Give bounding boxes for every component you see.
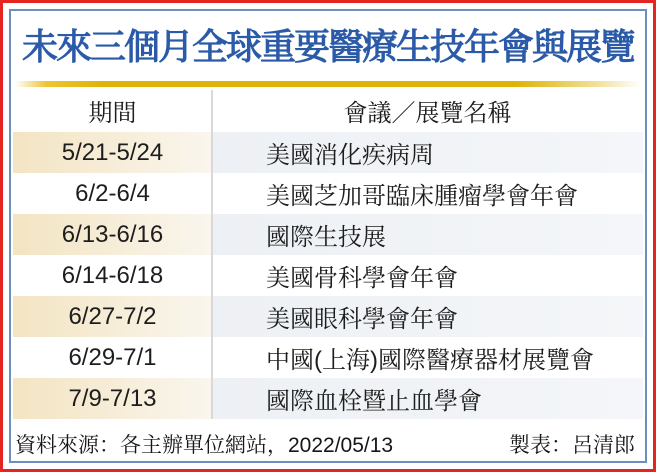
event-period: 6/13-6/16 <box>13 214 212 255</box>
event-name: 美國骨科學會年會 <box>266 265 458 292</box>
title-divider-line <box>15 81 641 87</box>
event-period: 6/27-7/2 <box>13 296 212 337</box>
page-title: 未來三個月全球重要醫療生技年會與展覽 <box>21 26 634 67</box>
event-period: 6/14-6/18 <box>61 261 164 289</box>
event-name: 美國眼科學會年會 <box>212 296 643 337</box>
source-note: 資料來源：各主辦單位網站，2022/05/13 <box>15 434 394 457</box>
events-table <box>13 88 643 419</box>
table-row <box>13 214 643 255</box>
table-header-row <box>13 88 643 132</box>
credit-note: 製表：呂清郎 <box>509 434 635 457</box>
table-row <box>13 173 643 214</box>
table-row <box>13 296 643 337</box>
column-header-period: 期間 <box>88 99 137 127</box>
table-body <box>13 132 643 419</box>
table-row <box>13 255 643 296</box>
event-name: 國際生技展 <box>212 214 643 255</box>
event-period: 6/2-6/4 <box>75 179 150 207</box>
column-divider-line <box>211 90 213 419</box>
infographic <box>13 13 643 459</box>
event-name: 美國消化疾病周 <box>212 132 643 173</box>
event-name: 中國(上海)國際醫療器材展覽會 <box>266 347 594 374</box>
table-row <box>13 378 643 419</box>
footer <box>13 429 643 459</box>
column-header-name: 會議／展覽名稱 <box>343 99 512 127</box>
event-name: 國際血栓暨止血學會 <box>212 378 643 419</box>
event-period: 6/29-7/1 <box>68 343 157 371</box>
table-row <box>13 337 643 378</box>
event-name: 美國芝加哥臨床腫瘤學會年會 <box>266 183 578 210</box>
event-period: 7/9-7/13 <box>13 378 212 419</box>
table-row <box>13 132 643 173</box>
event-period: 5/21-5/24 <box>13 132 212 173</box>
